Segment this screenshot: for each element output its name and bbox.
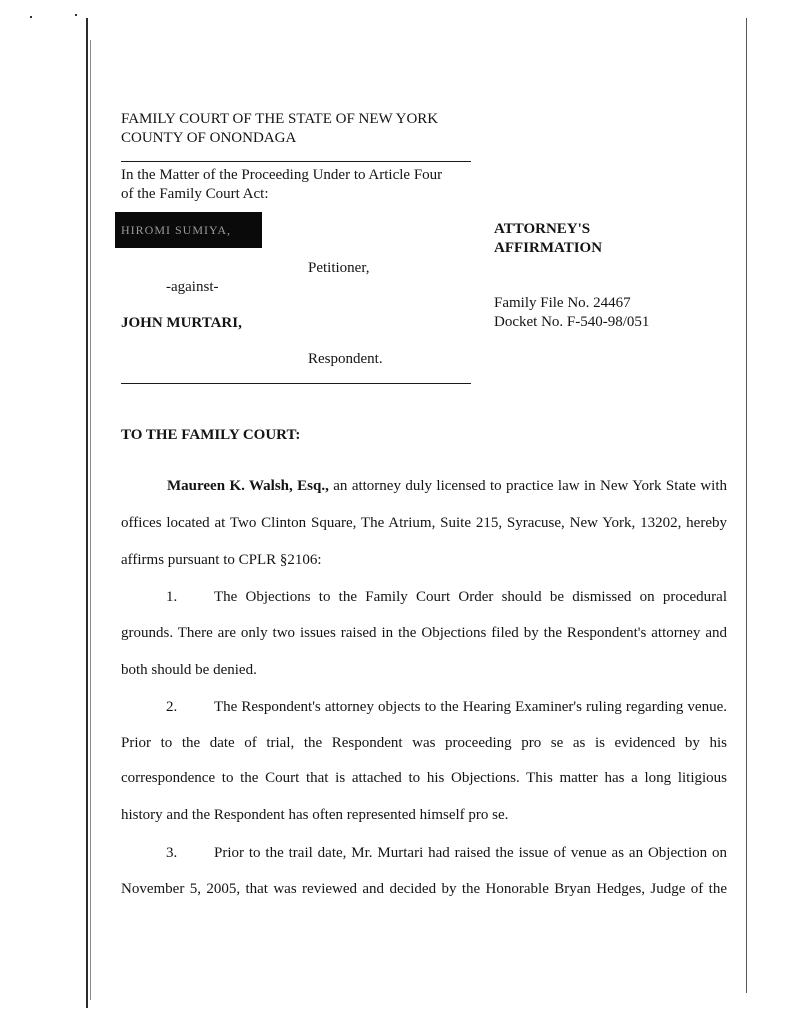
scan-speck [30, 16, 32, 18]
paragraph-3-line-1: Prior to the trail date, Mr. Murtari had raised the issue of venue as an Objection on [214, 845, 727, 861]
court-name: FAMILY COURT OF THE STATE OF NEW YORK [121, 111, 439, 127]
paragraph-1-line-3: both should be denied. [121, 662, 257, 678]
docket-number: Docket No. F-540-98/051 [494, 314, 650, 330]
paragraph-3-first [214, 844, 727, 862]
intro-line-2-block [121, 514, 727, 532]
paragraph-2-first [214, 698, 727, 716]
intro-line-1 [121, 477, 727, 495]
intro-paragraph [121, 477, 727, 495]
paragraph-2-line-1: The Respondent's attorney objects to the Hearing Examiner's ruling regarding venue. [214, 699, 727, 715]
respondent-name: JOHN MURTARI, [121, 315, 242, 331]
paragraph-1-line-2-block [121, 624, 727, 642]
scan-speck [75, 14, 77, 16]
family-file-number: Family File No. 24467 [494, 295, 631, 311]
left-margin-line-inner [90, 40, 91, 1000]
matter-line-1: In the Matter of the Proceeding Under to Article Four [121, 167, 443, 183]
paragraph-number-3: 3. [166, 845, 178, 861]
paragraph-2-line-3: correspondence to the Court that is attached to his Objections. This matter has a long litigious [121, 770, 727, 786]
respondent-role: Respondent. [308, 351, 383, 367]
paragraph-number-1: 1. [166, 589, 178, 605]
paragraph-1-first [214, 588, 727, 606]
county-name: COUNTY OF ONONDAGA [121, 130, 297, 146]
intro-line-2: offices located at Two Clinton Square, The Atrium, Suite 215, Syracuse, New York, 13202, hereby [121, 515, 727, 531]
caption-bottom-rule [121, 383, 471, 384]
paragraph-3-line-2: November 5, 2005, that was reviewed and decided by the Honorable Bryan Hedges, Judge of the [121, 881, 727, 897]
intro-line-1-text: an attorney duly licensed to practice law in New York State with [328, 478, 727, 494]
petitioner-role: Petitioner, [308, 260, 370, 276]
redacted-petitioner-name: HIROMI SUMIYA, [115, 212, 262, 248]
paragraph-3-line-2-block [121, 880, 727, 898]
document-title-line-1: ATTORNEY'S [494, 221, 591, 237]
document-title-line-2: AFFIRMATION [494, 240, 603, 256]
left-margin-line [86, 18, 88, 1008]
paragraph-number-2: 2. [166, 699, 178, 715]
intro-line-3: affirms pursuant to CPLR §2106: [121, 552, 322, 568]
paragraph-1-line-1: The Objections to the Family Court Order should be dismissed on procedural [214, 589, 727, 605]
caption-top-rule [121, 161, 471, 162]
paragraph-2-line-2: Prior to the date of trial, the Respondent was proceeding pro se as is evidenced by his [121, 735, 727, 751]
paragraph-1-line-2: grounds. There are only two issues raised in the Objections filed by the Respondent's attorney and [121, 625, 727, 641]
salutation: TO THE FAMILY COURT: [121, 427, 301, 443]
right-margin-line [746, 18, 747, 993]
paragraph-2-line-4: history and the Respondent has often represented himself pro se. [121, 807, 509, 823]
paragraph-2-line-3-block [121, 769, 727, 787]
paragraph-2-line-2-block [121, 734, 727, 752]
affiant-name: Maureen K. Walsh, Esq., [167, 478, 329, 494]
against-label: -against- [166, 279, 219, 295]
matter-line-2: of the Family Court Act: [121, 186, 269, 202]
